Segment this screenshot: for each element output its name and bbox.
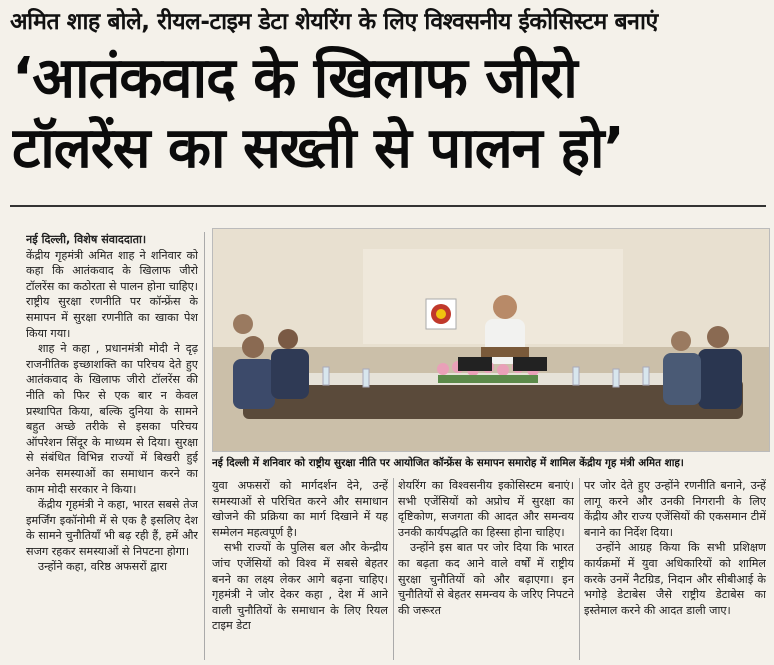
paragraph: शेयरिंग का विश्वसनीय इकोसिस्टम बनाएं। सभी एजेंसियों को अप्रोच में सुरक्षा का दृष्टिकोण, सजगता की आदत और समन्वय उनकी कार्यपद्धति का हिस्सा होना चाहिए। xyxy=(398,479,574,539)
headline-line-2: टॉलरेंस का सख्ती से पालन हो’ xyxy=(12,116,624,181)
paragraph: उन्होंने इस बात पर जोर दिया कि भारत का बढ़ता कद आने वाले वर्षों में राष्ट्रीय सुरक्षा चुनौतियों को और बढ़ाएगा। इन चुनौतियों से बेहतर समन्वय के जरिए निपटने की जरूरत xyxy=(398,541,574,617)
article-column-4 xyxy=(584,478,766,662)
paragraph: युवा अफसरों को मार्गदर्शन देने, उन्हें समस्याओं से परिचित करने और समाधान खोजने की प्रक्रिया का मार्ग दिखाने में यह सम्मेलन महत्वपूर्ण है। xyxy=(212,479,388,539)
article-column-2 xyxy=(212,478,388,662)
paragraph: केंद्रीय गृहमंत्री ने कहा, भारत सबसे तेज इमर्जिंग इकॉनोमी में से एक है इसलिए देश के सामने चुनौतियाँ भी बढ़ रही हैं, हमें और सजग रहकर समस्याओं से निपटना होगा। xyxy=(26,498,198,558)
dateline: नई दिल्ली, विशेष संवाददाता। xyxy=(26,233,147,246)
news-photo xyxy=(212,228,770,452)
article-column-3 xyxy=(398,478,574,662)
paragraph: सभी राज्यों के पुलिस बल और केन्द्रीय जांच एजेंसियों को विश्व में सबसे बेहतर बनने का लक्ष्य लेकर आगे बढ़ना चाहिए। गृहमंत्री ने जोर देकर कहा , देश में आने वाली चुनौतियों के समाधान के लिए रियल टाइम डेटा xyxy=(212,541,388,633)
photo-caption: नई दिल्ली में शनिवार को राष्ट्रीय सुरक्षा नीति पर आयोजित कॉन्फ्रेंस के समापन समारोह में शामिल केंद्रीय गृह मंत्री अमित शाह। xyxy=(212,457,684,469)
main-headline xyxy=(12,44,772,184)
paragraph: उन्होंने कहा, वरिष्ठ अफसरों द्वारा xyxy=(38,560,168,574)
paragraph: उन्होंने आग्रह किया कि सभी प्रशिक्षण कार्यक्रमों में युवा अधिकारियों को शामिल करके उनमें नैटग्रिड, निदान और सीबीआई के भगोड़े डेटाबेस जैसे राष्ट्रीय डेटाबेस का इस्तेमाल करने की आदत डाली जाए। xyxy=(584,541,766,617)
column-divider xyxy=(393,478,394,660)
paragraph: केंद्रीय गृहमंत्री अमित शाह ने शनिवार को कहा कि आतंकवाद के खिलाफ जीरो टॉलरेंस का कठोरता से पालन होना चाहिए। राष्ट्रीय सुरक्षा रणनीति पर कॉन्फ्रेंस के समापन में सुरक्षा रणनीति का खाका पेश किया गया। xyxy=(26,248,198,340)
conference-photo-illustration xyxy=(213,229,769,451)
headline-line-1: ‘आतंकवाद के खिलाफ जीरो xyxy=(12,46,577,111)
paragraph: पर जोर देते हुए उन्होंने रणनीति बनाने, उन्हें लागू करने और उनकी निगरानी के लिए केंद्रीय और राज्य एजेंसियों की एकसमान टीमें बनाने का निर्देश दिया। xyxy=(584,479,766,539)
paragraph: शाह ने कहा , प्रधानमंत्री मोदी ने दृढ़ राजनीतिक इच्छाशक्ति का परिचय देते हुए आतंकवाद के खिलाफ जीरो टॉलरेंस की नीति को फिर से एक बार न केवल प्रस्थापित किया, बल्कि दुनिया के सामने बहुत अच्छे तरीके से इसका परिचय ऑपरेशन सिंदूर के माध्यम से दिया। सुरक्षा से संबंधित विभिन्न राज्यों में बिखरी हुई अनेक समस्याओं का समाधान करने का काम मोदी सरकार ने किया। xyxy=(26,342,198,496)
headline-rule xyxy=(10,205,766,207)
kicker-headline: अमित शाह बोले, रीयल-टाइम डेटा शेयरिंग के लिए विश्वसनीय ईकोसिस्टम बनाएं xyxy=(10,9,658,34)
column-divider xyxy=(579,478,580,660)
article-column-1 xyxy=(26,232,198,662)
column-divider xyxy=(204,232,205,660)
